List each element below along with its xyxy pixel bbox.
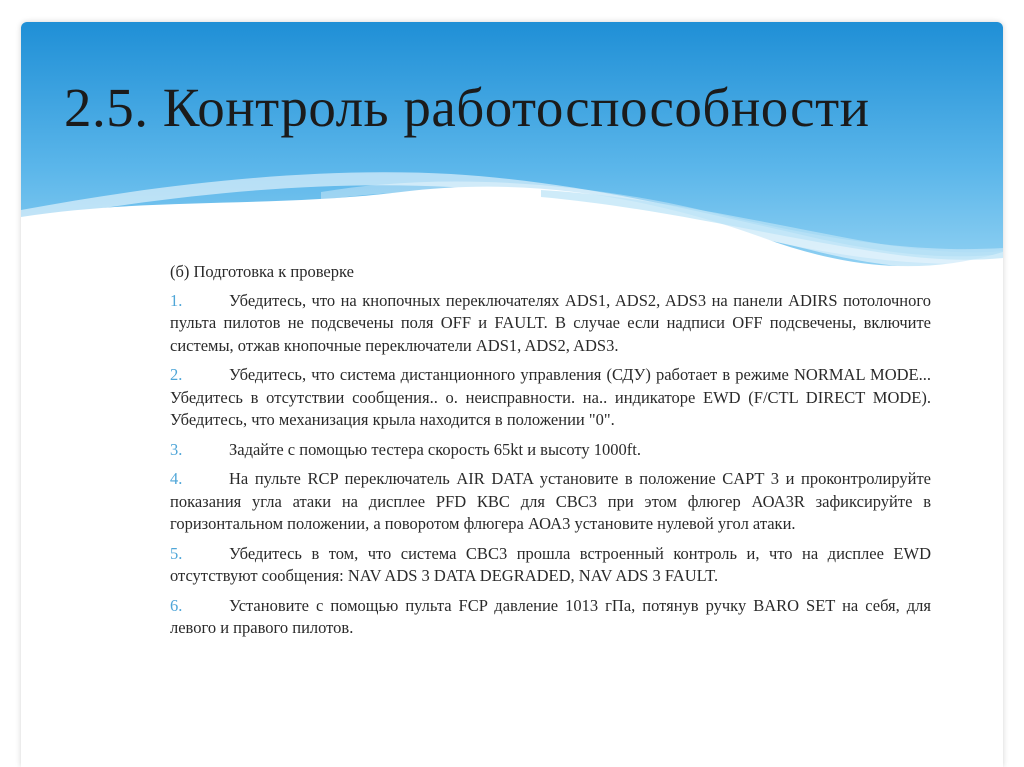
list-item-text: На пульте RCP переключатель AIR DATA установите в положение CAPT 3 и проконтролируйте показания угла атаки на дисплее PFD КВС для СВС3 при этом флюгер АОА3R зафиксируйте в горизонтальном положении, а поворотом флюгера АОА3 установите нулевой угол атаки. [170, 469, 931, 533]
section-subtitle: (б) Подготовка к проверке [170, 262, 354, 281]
list-item-number: 5. [170, 543, 183, 563]
list-item [170, 439, 931, 462]
slide-title: 2.5. Контроль работоспособности [64, 77, 870, 138]
list-item-number: 1. [170, 290, 183, 310]
list-item-number: 4. [170, 469, 183, 488]
list-item-number: 3. [170, 439, 183, 459]
list-item [170, 290, 931, 358]
list-item [170, 468, 931, 536]
list-item-number: 6. [170, 595, 183, 615]
slide-content [170, 261, 931, 647]
list-item-number: 2. [170, 365, 183, 384]
list-item [170, 595, 931, 640]
list-item-text: Задайте с помощью тестера скорость 65kt и высоту 1000ft. [229, 439, 641, 459]
list-item-text: Убедитесь в том, что система СВС3 прошла встроенный контроль и, что на дисплее EWD отсутствуют сообщения: NAV ADS 3 DATA DEGRADED, NAV ADS 3 FAULT. [170, 543, 931, 585]
list-item [170, 543, 931, 588]
list-item [170, 364, 931, 432]
list-item-text: Убедитесь, что система дистанционного управления (СДУ) работает в режиме NORMAL MODE... Убедитесь в отсутствии сообщения.. о. неисправности. на.. индикаторе EWD (F/CTL DIRECT MODE). Убедитесь, что механизация крыла находится в положении "0". [170, 365, 931, 429]
list-item-text: Убедитесь, что на кнопочных переключателях ADS1, ADS2, ADS3 на панели ADIRS потолочного пульта пилотов не подсвечены поля OFF и FAULT. В случае если надписи OFF подсвечены, включите системы, отжав кнопочные переключатели ADS1, ADS2, ADS3. [170, 290, 931, 355]
list-item-text: Установите с помощью пульта FCP давление 1013 гПа, потянув ручку BARO SET на себя, для левого и правого пилотов. [170, 595, 931, 637]
slide [21, 22, 1003, 767]
